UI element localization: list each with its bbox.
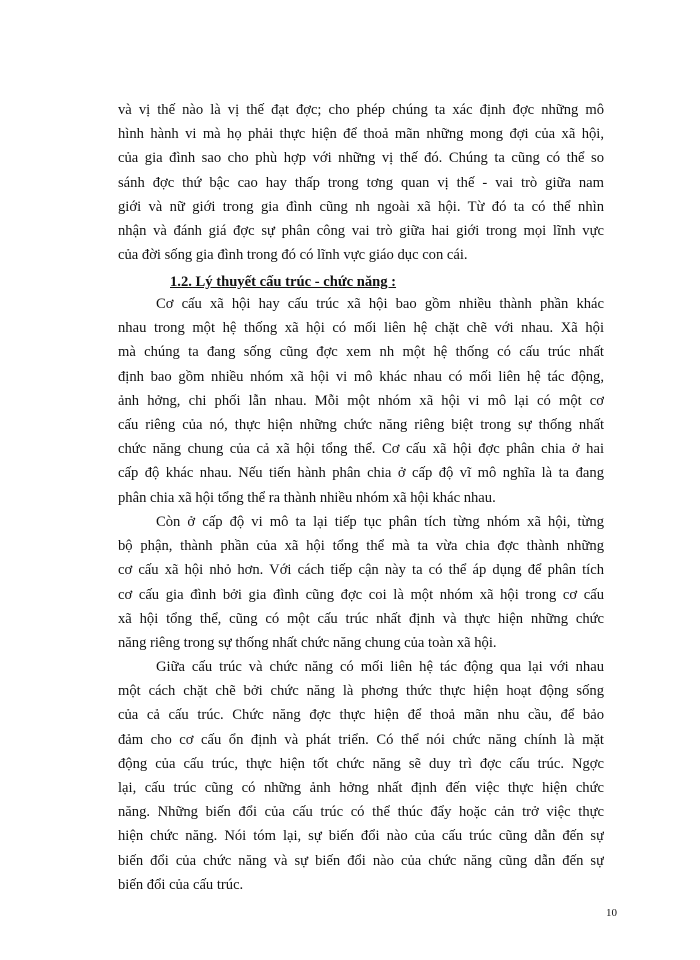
text-line: của gia đình sao cho phù hợp với những vị thế đó. Chúng ta cũng có thể so xyxy=(118,150,604,167)
text-line: nhau trong một hệ thống xã hội có mối liên hệ chặt chẽ với nhau. Xã hội xyxy=(118,320,604,337)
text-line: cơ cấu xã hội nhỏ hơn. Với cách tiếp cận này ta có thể áp dụng để phân tích xyxy=(118,562,604,579)
paragraph-1 xyxy=(118,98,604,267)
paragraph-4 xyxy=(118,655,604,897)
text-line: sánh đợc thứ bậc cao hay thấp trong tơng quan vị thế - vai trò giữa nam xyxy=(118,174,604,191)
text-line: định bao gồm nhiều nhóm xã hội vi mô khác nhau có mối liên hệ tác động, xyxy=(118,368,604,385)
text-line: Còn ở cấp độ vi mô ta lại tiếp tục phân tích từng nhóm xã hội, từng xyxy=(156,514,604,530)
text-line: hình hành vi mà họ phải thực hiện để thoả mãn những mong đợi của xã hội, xyxy=(118,126,604,143)
text-line: của cả cấu trúc. Chức năng đợc thực hiện để thoả mãn nhu cầu, để bảo xyxy=(118,707,604,724)
text-line: năng riêng trong sự thống nhất chức năng chung của toàn xã hội. xyxy=(118,634,497,651)
text-line: Cơ cấu xã hội hay cấu trúc xã hội bao gồm nhiều thành phần khác xyxy=(156,296,604,312)
text-line: và vị thế nào là vị thế đạt đợc; cho phép chúng ta xác định đợc những mô xyxy=(118,102,604,118)
text-line: giới và nữ giới trong gia đình cũng nh ngoài xã hội. Từ đó ta có thể nhìn xyxy=(118,198,604,215)
text-line: nhận và đánh giá đợc sự phân công vai trò giữa hai giới trong mọi lĩnh vực xyxy=(118,222,604,239)
text-line: lại, cấu trúc cũng có những ảnh hởng nhất định đến việc thực hiện chức xyxy=(118,779,604,796)
text-line: phân chia xã hội tổng thể ra thành nhiều nhóm xã hội khác nhau. xyxy=(118,489,496,506)
paragraph-3 xyxy=(118,510,604,655)
text-line: biến đổi của chức năng và sự biến đổi nào của chức năng cũng dẫn đến sự xyxy=(118,852,604,869)
text-line: chức năng chung của cả xã hội tổng thể. Cơ cấu xã hội đợc phân chia ở hai xyxy=(118,441,604,458)
text-line: động của cấu trúc, thực hiện tốt chức năng sẽ duy trì đợc cấu trúc. Ngợc xyxy=(118,755,604,772)
text-line: năng. Những biến đổi của cấu trúc có thể thúc đẩy hoặc cản trở việc thực xyxy=(118,804,604,821)
text-line: cấu riêng của nó, thực hiện những chức năng riêng biệt trong sự thống nhất xyxy=(118,416,604,433)
text-line: cơ cấu gia đình bởi gia đình cũng đợc coi là một nhóm xã hội trong cơ cấu xyxy=(118,586,604,603)
text-line: cấp độ khác nhau. Nếu tiến hành phân chia ở cấp độ vĩ mô nghĩa là ta đang xyxy=(118,465,604,482)
text-line: Giữa cấu trúc và chức năng có mối liên hệ tác động qua lại với nhau xyxy=(156,659,604,675)
page-number: 10 xyxy=(606,907,617,919)
text-line: của đời sống gia đình trong đó có lĩnh vực giáo dục con cái. xyxy=(118,247,468,264)
section-heading: 1.2. Lý thuyết cấu trúc - chức năng : xyxy=(170,274,397,290)
text-line: hiện chức năng. Nói tóm lại, sự biến đổi nào của cấu trúc cũng dẫn đến sự xyxy=(118,828,604,845)
paragraph-2 xyxy=(118,292,604,510)
text-line: mà chúng ta đang sống cũng đợc xem nh một hệ thống có cấu trúc nhất xyxy=(118,344,604,361)
text-line: biến đổi của cấu trúc. xyxy=(118,876,244,893)
text-line: xã hội tổng thể, cũng có một cấu trúc nhất định và thực hiện những chức xyxy=(118,610,604,627)
text-line: một cách chặt chẽ bởi chức năng là phơng thức thực hiện hoạt động sống xyxy=(118,683,604,700)
text-line: đảm cho cơ cấu ổn định và phát triển. Có thể nói chức năng chính là mặt xyxy=(118,731,604,748)
text-line: ảnh hởng, chi phối lẫn nhau. Mỗi một nhóm xã hội vi mô lại có một cơ xyxy=(118,392,604,409)
text-line: bộ phận, thành phần của xã hội tổng thể mà ta vừa chia đợc thành những xyxy=(118,538,604,555)
